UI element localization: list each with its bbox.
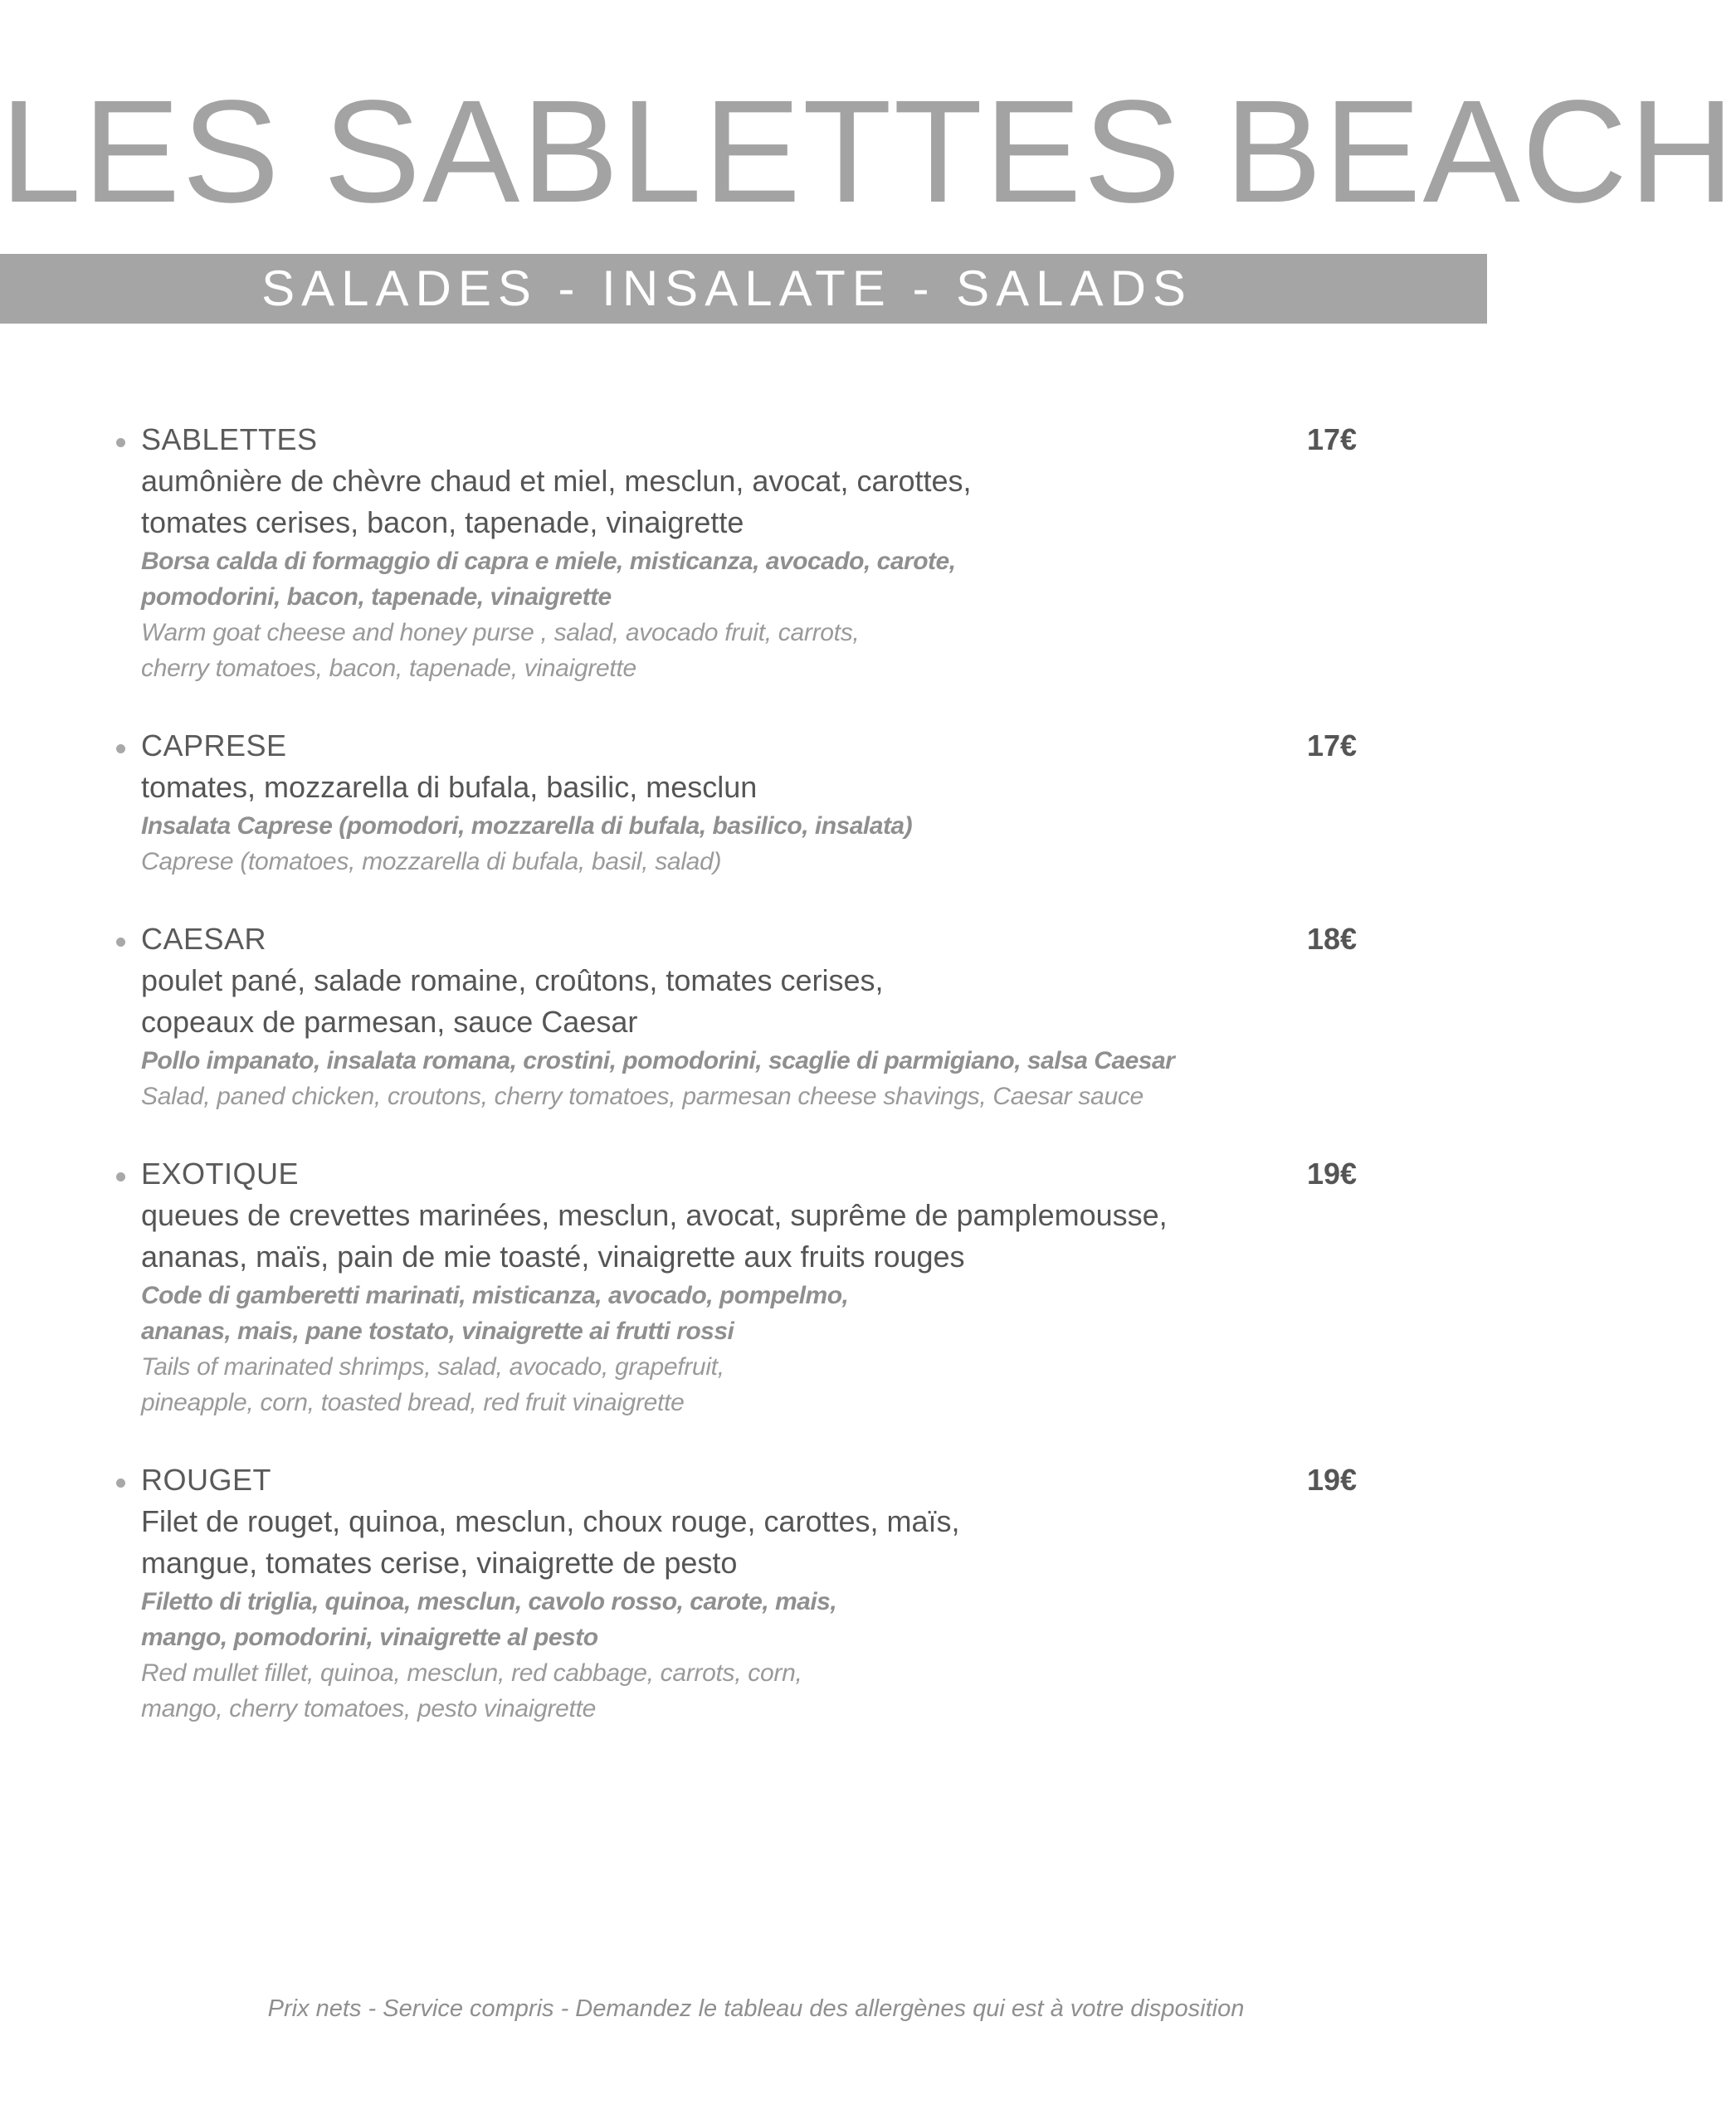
description-italian: Code di gamberetti marinati, misticanza, avocado, pompelmo, [141, 1282, 849, 1309]
description-french: copeaux de parmesan, sauce Caesar [141, 1005, 638, 1039]
menu-item-caesar [141, 918, 1386, 1114]
item-name: SABLETTES [141, 422, 318, 456]
restaurant-title: LES SABLETTES BEACH [0, 71, 1736, 233]
item-name: ROUGET [141, 1463, 272, 1497]
description-french: tomates cerises, bacon, tapenade, vinaigrette [141, 505, 744, 539]
description-italian: Insalata Caprese (pomodori, mozzarella di bufala, basilico, insalata) [141, 812, 913, 840]
description-french: queues de crevettes marinées, mesclun, avocat, suprême de pamplemousse, [141, 1198, 1168, 1232]
description-french: mangue, tomates cerise, vinaigrette de pesto [141, 1546, 738, 1580]
item-name: CAPRESE [141, 728, 287, 762]
item-price: 17€ [1307, 728, 1358, 762]
menu-list [141, 419, 1386, 1766]
description-italian: Filetto di triglia, quinoa, mesclun, cavolo rosso, carote, mais, [141, 1588, 837, 1615]
bullet-icon [116, 1172, 125, 1181]
footer-note: Prix nets - Service compris - Demandez le tableau des allergènes qui est à votre disposition [267, 1995, 1245, 2022]
description-french: ananas, maïs, pain de mie toasté, vinaigrette aux fruits rouges [141, 1240, 965, 1274]
item-name: EXOTIQUE [141, 1157, 300, 1191]
item-price: 19€ [1307, 1157, 1358, 1191]
description-french: aumônière de chèvre chaud et miel, mesclun, avocat, carottes, [141, 464, 972, 498]
menu-item-sablettes [141, 419, 1386, 686]
item-price: 19€ [1307, 1463, 1358, 1497]
description-english: Tails of marinated shrimps, salad, avocado, grapefruit, [141, 1353, 724, 1381]
menu-item-rouget [141, 1459, 1386, 1727]
description-english: Red mullet fillet, quinoa, mesclun, red cabbage, carrots, corn, [141, 1659, 802, 1687]
description-english: Salad, paned chicken, croutons, cherry tomatoes, parmesan cheese shavings, Caesar sauce [141, 1083, 1144, 1110]
bullet-icon [116, 938, 125, 947]
description-english: pineapple, corn, toasted bread, red fruit vinaigrette [141, 1389, 685, 1416]
description-italian: mango, pomodorini, vinaigrette al pesto [141, 1624, 598, 1651]
item-price: 17€ [1307, 422, 1358, 456]
menu-item-caprese [141, 725, 1386, 879]
description-italian: pomodorini, bacon, tapenade, vinaigrette [141, 583, 612, 611]
description-english: Warm goat cheese and honey purse , salad, avocado fruit, carrots, [141, 619, 860, 646]
description-french: poulet pané, salade romaine, croûtons, tomates cerises, [141, 963, 884, 997]
description-italian: Pollo impanato, insalata romana, crostini, pomodorini, scaglie di parmigiano, salsa Caesar [141, 1047, 1175, 1074]
bullet-icon [116, 744, 125, 753]
description-french: Filet de rouget, quinoa, mesclun, choux rouge, carottes, maïs, [141, 1504, 960, 1538]
description-french: tomates, mozzarella di bufala, basilic, mesclun [141, 770, 758, 804]
bullet-icon [116, 1479, 125, 1488]
description-english: cherry tomatoes, bacon, tapenade, vinaigrette [141, 655, 636, 682]
description-english: Caprese (tomatoes, mozzarella di bufala, basil, salad) [141, 848, 722, 875]
description-italian: Borsa calda di formaggio di capra e miele, misticanza, avocado, carote, [141, 548, 956, 575]
item-price: 18€ [1307, 922, 1358, 956]
description-italian: ananas, mais, pane tostato, vinaigrette ai frutti rossi [141, 1318, 734, 1345]
bullet-icon [116, 438, 125, 447]
item-name: CAESAR [141, 922, 267, 956]
description-english: mango, cherry tomatoes, pesto vinaigrette [141, 1695, 596, 1722]
section-band [0, 254, 1487, 324]
menu-item-exotique [141, 1153, 1386, 1420]
section-title: SALADES - INSALATE - SALADS [261, 261, 1192, 316]
